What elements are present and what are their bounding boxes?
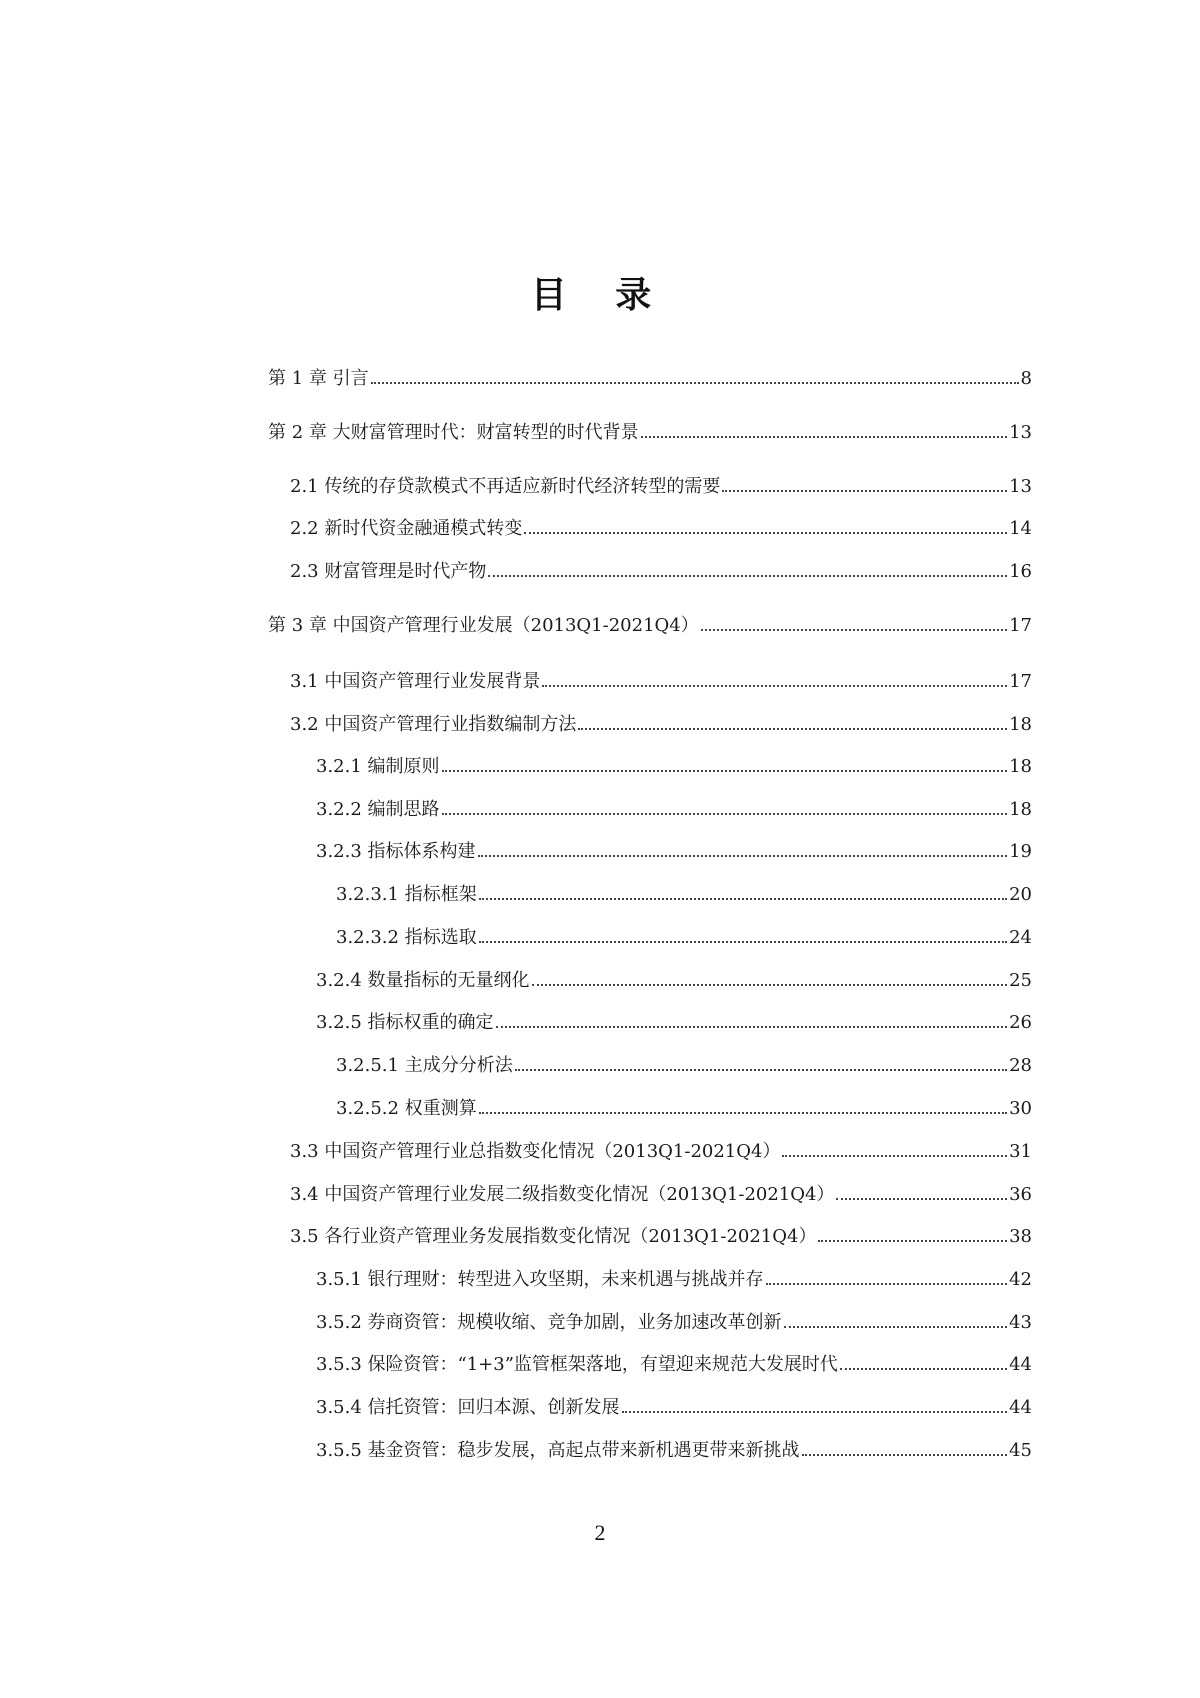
toc-entry-label: 2.2 新时代资金融通模式转变 [290, 518, 523, 539]
dot-leader [840, 1368, 1007, 1370]
toc-entry-label: 3.5.5 基金资管：稳步发展，高起点带来新机遇更带来新挑战 [316, 1440, 800, 1461]
toc-entry-page: 14 [1009, 518, 1032, 539]
toc-entry-label: 第 1 章 引言 [268, 368, 369, 389]
dot-leader [818, 1240, 1007, 1242]
toc-entry-3-2-3[interactable] [316, 837, 1032, 867]
dot-leader [641, 436, 1007, 438]
toc-entry-label: 3.4 中国资产管理行业发展二级指数变化情况（2013Q1-2021Q4） [290, 1184, 835, 1205]
dot-leader [542, 685, 1007, 687]
toc-entry-label: 3.2.5.1 主成分分析法 [336, 1055, 513, 1076]
toc-entry-label: 3.2.4 数量指标的无量纲化 [316, 970, 530, 991]
toc-entry-3-5-1[interactable] [316, 1265, 1032, 1295]
toc-entry-page: 18 [1009, 714, 1032, 735]
toc-entry-page: 25 [1009, 970, 1032, 991]
toc-entry-page: 26 [1009, 1012, 1032, 1033]
toc-entry-label: 3.2.3.2 指标选取 [336, 927, 477, 948]
toc-entry-label: 2.3 财富管理是时代产物 [290, 561, 487, 582]
dot-leader [766, 1283, 1008, 1285]
toc-entry-page: 36 [1009, 1184, 1032, 1205]
toc-entry-3-2-3-1[interactable] [336, 880, 1032, 910]
dot-leader [836, 1198, 1007, 1200]
toc-entry-3-5-4[interactable] [316, 1393, 1032, 1423]
toc-entry-page: 16 [1009, 561, 1032, 582]
toc-entry-label: 3.2.5.2 权重测算 [336, 1098, 477, 1119]
dot-leader [524, 532, 1007, 534]
toc-entry-3-2[interactable] [290, 710, 1032, 740]
toc-entry-page: 42 [1009, 1269, 1032, 1290]
dot-leader [371, 382, 1019, 384]
toc-entry-page: 18 [1009, 756, 1032, 777]
toc-entry-3-2-5-2[interactable] [336, 1094, 1032, 1124]
page-title: 目 录 [530, 275, 670, 316]
toc-entry-page: 13 [1009, 476, 1032, 497]
dot-leader [578, 728, 1007, 730]
toc-entry-3-2-2[interactable] [316, 795, 1032, 825]
toc-entry-page: 19 [1009, 841, 1032, 862]
toc-entry-page: 38 [1009, 1226, 1032, 1247]
toc-entry-3-2-4[interactable] [316, 966, 1032, 996]
dot-leader [479, 1112, 1007, 1114]
toc-entry-page: 45 [1009, 1440, 1032, 1461]
dot-leader [478, 855, 1008, 857]
toc-entry-label: 3.5.1 银行理财：转型进入攻坚期，未来机遇与挑战并存 [316, 1269, 764, 1290]
toc-entry-label: 3.5 各行业资产管理业务发展指数变化情况（2013Q1-2021Q4） [290, 1226, 817, 1247]
page-number: 2 [594, 1520, 606, 1545]
toc-entry-chapter-3[interactable] [268, 611, 1032, 641]
toc-entry-2-1[interactable] [290, 472, 1032, 502]
toc-entry-label: 3.2.3.1 指标框架 [336, 884, 477, 905]
toc-entry-2-3[interactable] [290, 557, 1032, 587]
toc-entry-page: 17 [1009, 615, 1032, 636]
toc-entry-page: 20 [1009, 884, 1032, 905]
dot-leader [782, 1155, 1007, 1157]
toc-entry-page: 13 [1009, 422, 1032, 443]
toc-entry-3-2-1[interactable] [316, 752, 1032, 782]
toc-entry-3-3[interactable] [290, 1137, 1032, 1167]
dot-leader [442, 813, 1008, 815]
toc-entry-label: 3.2.3 指标体系构建 [316, 841, 476, 862]
dot-leader [479, 898, 1007, 900]
toc-entry-chapter-1[interactable] [268, 364, 1032, 394]
toc-entry-label: 3.2.5 指标权重的确定 [316, 1012, 494, 1033]
toc-entry-label: 3.2 中国资产管理行业指数编制方法 [290, 714, 577, 735]
toc-entry-page: 24 [1009, 927, 1032, 948]
toc-entry-page: 17 [1009, 671, 1032, 692]
toc-entry-2-2[interactable] [290, 514, 1032, 544]
toc-entry-label: 3.5.3 保险资管：“1+3”监管框架落地，有望迎来规范大发展时代 [316, 1354, 838, 1375]
toc-entry-3-4[interactable] [290, 1180, 1032, 1210]
dot-leader [784, 1326, 1008, 1328]
dot-leader [532, 984, 1008, 986]
toc-entry-3-5-5[interactable] [316, 1436, 1032, 1466]
toc-entry-page: 44 [1009, 1397, 1032, 1418]
toc-entry-label: 3.2.1 编制原则 [316, 756, 440, 777]
dot-leader [442, 770, 1008, 772]
toc-entry-label: 第 2 章 大财富管理时代：财富转型的时代背景 [268, 422, 639, 443]
toc-entry-page: 30 [1009, 1098, 1032, 1119]
dot-leader [479, 941, 1007, 943]
toc-entry-page: 28 [1009, 1055, 1032, 1076]
dot-leader [496, 1026, 1008, 1028]
toc-entry-label: 3.5.4 信托资管：回归本源、创新发展 [316, 1397, 620, 1418]
toc-entry-3-5-3[interactable] [316, 1350, 1032, 1380]
toc-entry-chapter-2[interactable] [268, 418, 1032, 448]
toc-entry-3-1[interactable] [290, 667, 1032, 697]
dot-leader [515, 1069, 1007, 1071]
toc-entry-3-2-5[interactable] [316, 1008, 1032, 1038]
dot-leader [802, 1454, 1008, 1456]
toc-entry-3-2-3-2[interactable] [336, 923, 1032, 953]
toc-entry-label: 3.3 中国资产管理行业总指数变化情况（2013Q1-2021Q4） [290, 1141, 781, 1162]
toc-entry-label: 3.5.2 券商资管：规模收缩、竞争加剧，业务加速改革创新 [316, 1312, 782, 1333]
toc-entry-3-5-2[interactable] [316, 1308, 1032, 1338]
toc-entry-page: 44 [1009, 1354, 1032, 1375]
dot-leader [701, 629, 1007, 631]
toc-entry-label: 第 3 章 中国资产管理行业发展（2013Q1-2021Q4） [268, 615, 699, 636]
dot-leader [722, 490, 1007, 492]
toc-entry-label: 3.2.2 编制思路 [316, 799, 440, 820]
toc-entry-page: 18 [1009, 799, 1032, 820]
toc-entry-page: 8 [1020, 368, 1032, 389]
dot-leader [488, 575, 1007, 577]
toc-entry-label: 3.1 中国资产管理行业发展背景 [290, 671, 541, 692]
toc-entry-3-5[interactable] [290, 1222, 1032, 1252]
toc-entry-3-2-5-1[interactable] [336, 1051, 1032, 1081]
toc-entry-page: 31 [1009, 1141, 1032, 1162]
toc-entry-page: 43 [1009, 1312, 1032, 1333]
dot-leader [622, 1411, 1008, 1413]
toc-entry-label: 2.1 传统的存贷款模式不再适应新时代经济转型的需要 [290, 476, 721, 497]
